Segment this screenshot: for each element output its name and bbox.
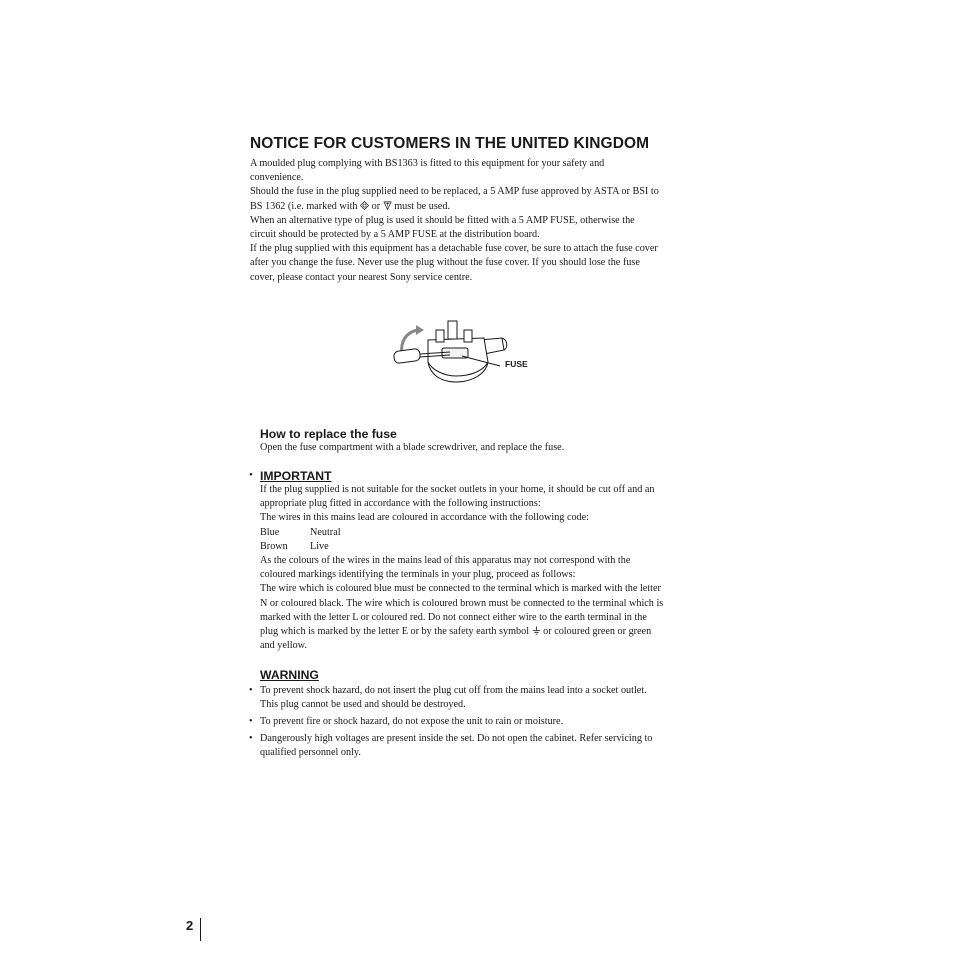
notice-paragraph-4: If the plug supplied with this equipment has a detachable fuse cover, be sure to attach the fuse cover after you change the fuse. Never use the plug without the fuse cover. If you should lose the fuse cover, please contact your nearest Sony service centre. bbox=[250, 243, 658, 283]
important-paragraph-1: If the plug supplied is not suitable for the socket outlets in your home, it should be cut off and an appropriate plug fitted in accordance with the following instructions: bbox=[260, 484, 655, 510]
important-heading: IMPORTANT bbox=[260, 469, 332, 483]
wire-colour: Blue bbox=[260, 526, 280, 538]
notice-intro bbox=[250, 157, 660, 285]
page-number: 2 bbox=[186, 918, 194, 933]
important-paragraph-4 bbox=[260, 582, 664, 653]
how-to-replace-section bbox=[260, 427, 660, 455]
notice-paragraph-2-or: or bbox=[371, 200, 381, 212]
page-number-divider bbox=[200, 918, 201, 941]
earth-symbol-icon bbox=[532, 626, 541, 635]
warning-item-text: To prevent fire or shock hazard, do not expose the unit to rain or moisture. bbox=[260, 715, 564, 727]
asta-mark-icon bbox=[360, 201, 369, 210]
notice-paragraph-2 bbox=[250, 185, 660, 213]
warning-bullet: • bbox=[249, 715, 253, 727]
bsi-kitemark-icon bbox=[383, 201, 392, 210]
important-paragraph-2: The wires in this mains lead are coloured in accordance with the following code: bbox=[260, 512, 589, 524]
important-paragraph-4-start: The wire which is coloured blue must be connected to the terminal which is marked with the letter N or coloured black. The wire which is coloured brown must be connected to the terminal which is marked with the letter L or coloured red. Do not connect either wire to the earth terminal in the plug which is marked by the letter E or by the safety earth symbol bbox=[260, 583, 664, 638]
warning-item bbox=[249, 684, 664, 712]
wire-colour: Brown bbox=[260, 540, 288, 552]
plug-fuse-illustration bbox=[392, 318, 552, 390]
warning-section bbox=[260, 668, 665, 682]
wire-code-row bbox=[260, 540, 664, 554]
notice-paragraph-2-end: must be used. bbox=[394, 200, 450, 212]
wire-meaning: Live bbox=[310, 540, 329, 552]
fuse-label: FUSE bbox=[505, 359, 528, 369]
warning-bullet: • bbox=[249, 732, 253, 744]
important-bullet: • bbox=[249, 469, 253, 481]
important-paragraph-3: As the colours of the wires in the mains lead of this apparatus may not correspond with the coloured markings identifying the terminals in your plug, proceed as follows: bbox=[260, 555, 631, 581]
warning-item bbox=[249, 715, 664, 729]
how-to-text: Open the fuse compartment with a blade screwdriver, and replace the fuse. bbox=[260, 442, 565, 453]
wire-meaning: Neutral bbox=[310, 526, 341, 538]
wire-code-row bbox=[260, 526, 664, 540]
warning-heading: WARNING bbox=[260, 668, 319, 682]
warning-item-text: Dangerously high voltages are present inside the set. Do not open the cabinet. Refer servicing to qualified personnel only. bbox=[260, 732, 653, 758]
notice-paragraph-2-start: Should the fuse in the plug supplied need to be replaced, a 5 AMP fuse approved by ASTA or BSI to BS 1362 (i.e. marked with bbox=[250, 186, 659, 212]
page-title: NOTICE FOR CUSTOMERS IN THE UNITED KINGDOM bbox=[250, 135, 650, 152]
warning-bullet: • bbox=[249, 685, 253, 696]
warning-item-text: To prevent shock hazard, do not insert the plug cut off from the mains lead into a socket outlet. This plug cannot be used and should be destroyed. bbox=[260, 685, 647, 711]
warning-item bbox=[249, 732, 664, 760]
notice-paragraph-1: A moulded plug complying with BS1363 is fitted to this equipment for your safety and convenience. bbox=[250, 158, 605, 184]
how-to-heading: How to replace the fuse bbox=[260, 427, 397, 441]
important-section bbox=[249, 469, 664, 653]
notice-paragraph-3: When an alternative type of plug is used it should be fitted with a 5 AMP FUSE, otherwise the circuit should be protected by a 5 AMP FUSE at the distribution board. bbox=[250, 214, 635, 241]
important-paragraph-4-end: or coloured green or green and yellow. bbox=[260, 626, 652, 652]
warning-list bbox=[249, 684, 664, 763]
